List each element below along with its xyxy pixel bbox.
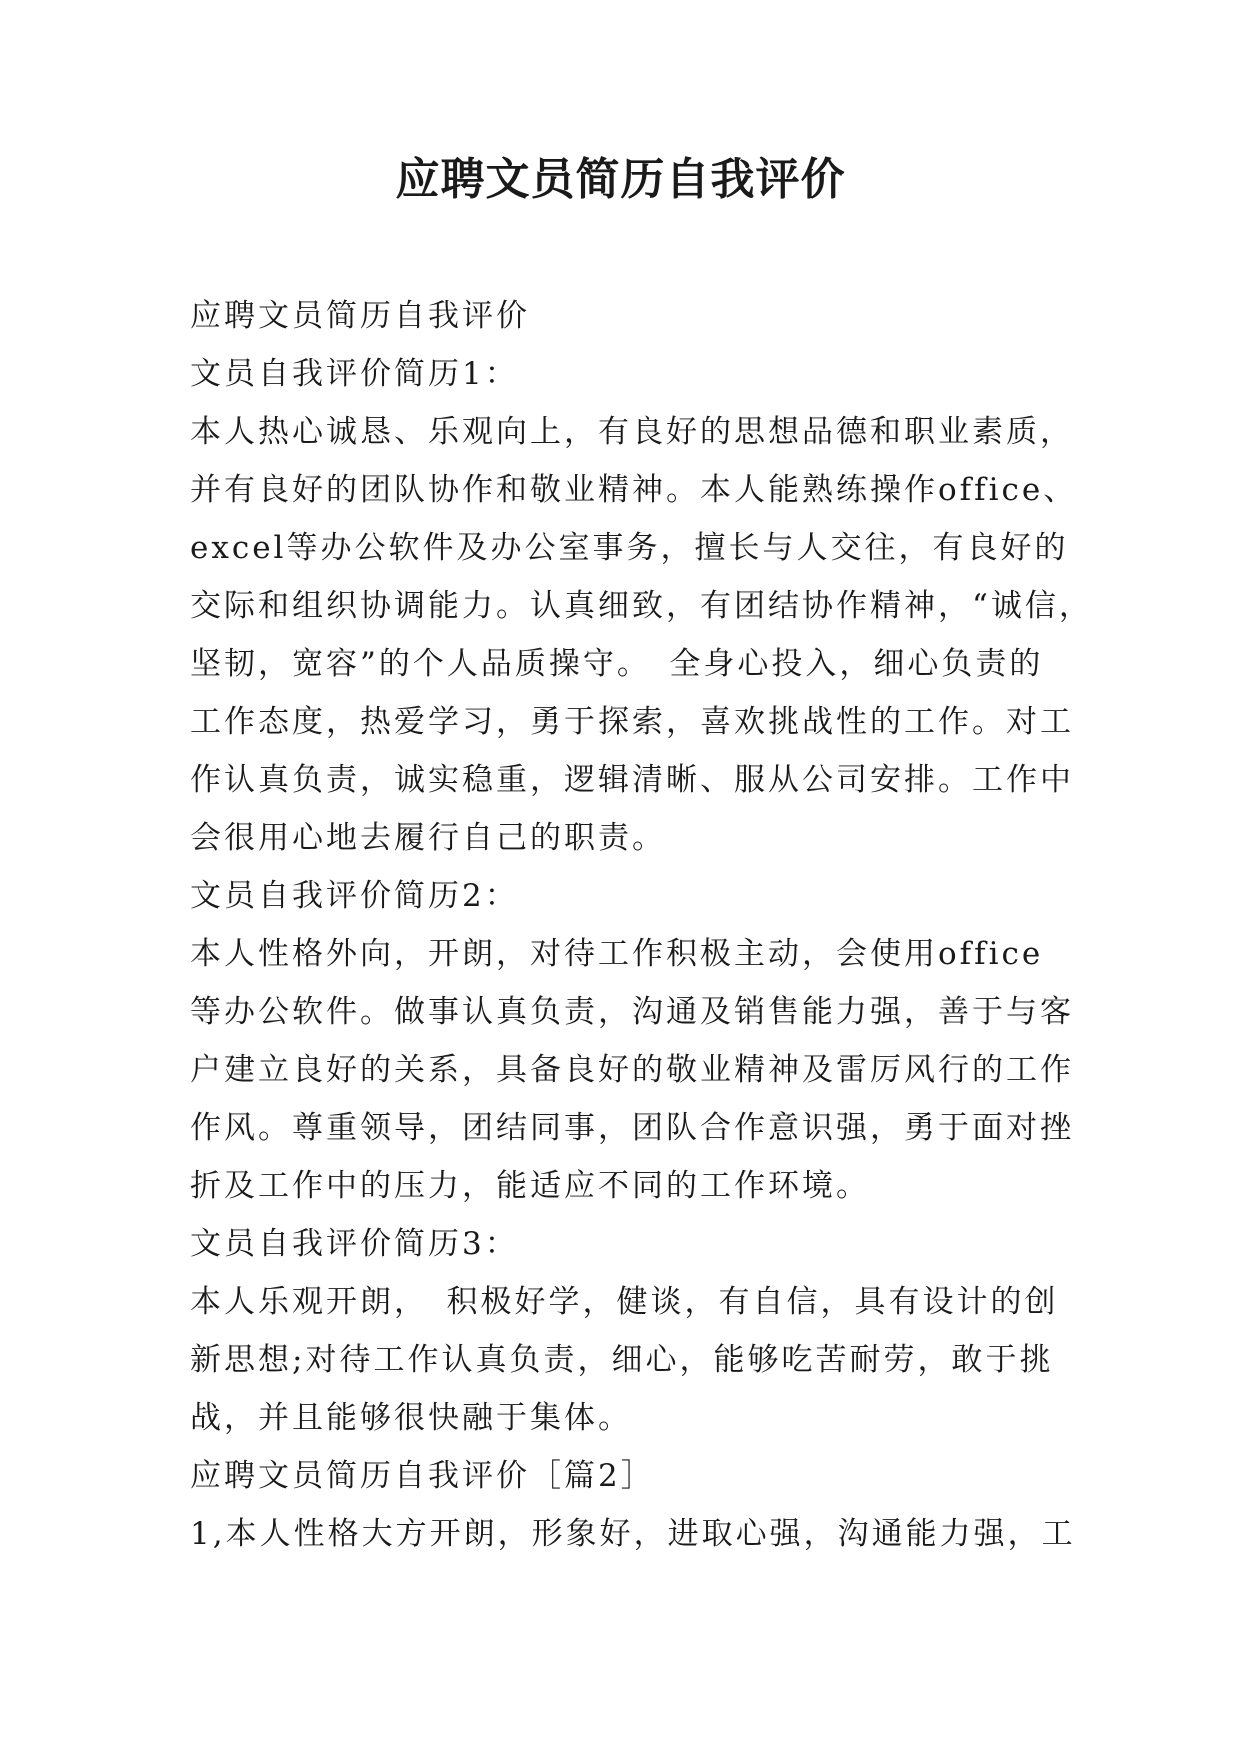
paragraph-line: 1,本人性格大方开朗，形象好，进取心强，沟通能力强，工 (190, 1516, 1076, 1552)
paragraph-line: 坚韧，宽容”的个人品质操守。 全身心投入，细心负责的 (190, 646, 1044, 682)
paragraph-line: 战，并且能够很快融于集体。 (190, 1400, 632, 1436)
section-heading-2: 文员自我评价简历2： (190, 878, 519, 914)
subtitle-line: 应聘文员简历自我评价 (190, 298, 530, 334)
paragraph-line: 折及工作中的压力，能适应不同的工作环境。 (190, 1168, 870, 1204)
paragraph-line: 等办公软件。做事认真负责，沟通及销售能力强，善于与客 (190, 994, 1074, 1030)
paragraph-line: 并有良好的团队协作和敬业精神。本人能熟练操作office、 (190, 472, 1078, 508)
paragraph-line: 作认真负责，诚实稳重，逻辑清晰、服从公司安排。工作中 (190, 762, 1074, 798)
paragraph-line: 会很用心地去履行自己的职责。 (190, 820, 666, 856)
section-heading-3: 文员自我评价简历3： (190, 1226, 519, 1262)
paragraph-line: 工作态度，热爱学习，勇于探索，喜欢挑战性的工作。对工 (190, 704, 1074, 740)
paragraph-line: 本人热心诚恳、乐观向上，有良好的思想品德和职业素质， (190, 414, 1074, 450)
paragraph-line: 作风。尊重领导，团结同事，团队合作意识强，勇于面对挫 (190, 1110, 1074, 1146)
section-heading-part-2: 应聘文员简历自我评价［篇2］ (190, 1458, 655, 1494)
document-title: 应聘文员简历自我评价 (395, 154, 846, 205)
paragraph-line: 户建立良好的关系，具备良好的敬业精神及雷厉风行的工作 (190, 1052, 1074, 1088)
paragraph-line: 新思想;对待工作认真负责，细心，能够吃苦耐劳，敢于挑 (190, 1342, 1054, 1378)
paragraph-line: 交际和组织协调能力。认真细致，有团结协作精神，“诚信， (190, 588, 1093, 624)
document-body (190, 287, 1093, 1563)
paragraph-line: 本人性格外向，开朗，对待工作积极主动，会使用office (190, 936, 1044, 972)
paragraph-line: excel等办公软件及办公室事务，擅长与人交往，有良好的 (190, 530, 1069, 566)
section-heading-1: 文员自我评价简历1： (190, 356, 519, 392)
paragraph-line: 本人乐观开朗， 积极好学，健谈，有自信，具有设计的创 (190, 1284, 1059, 1320)
